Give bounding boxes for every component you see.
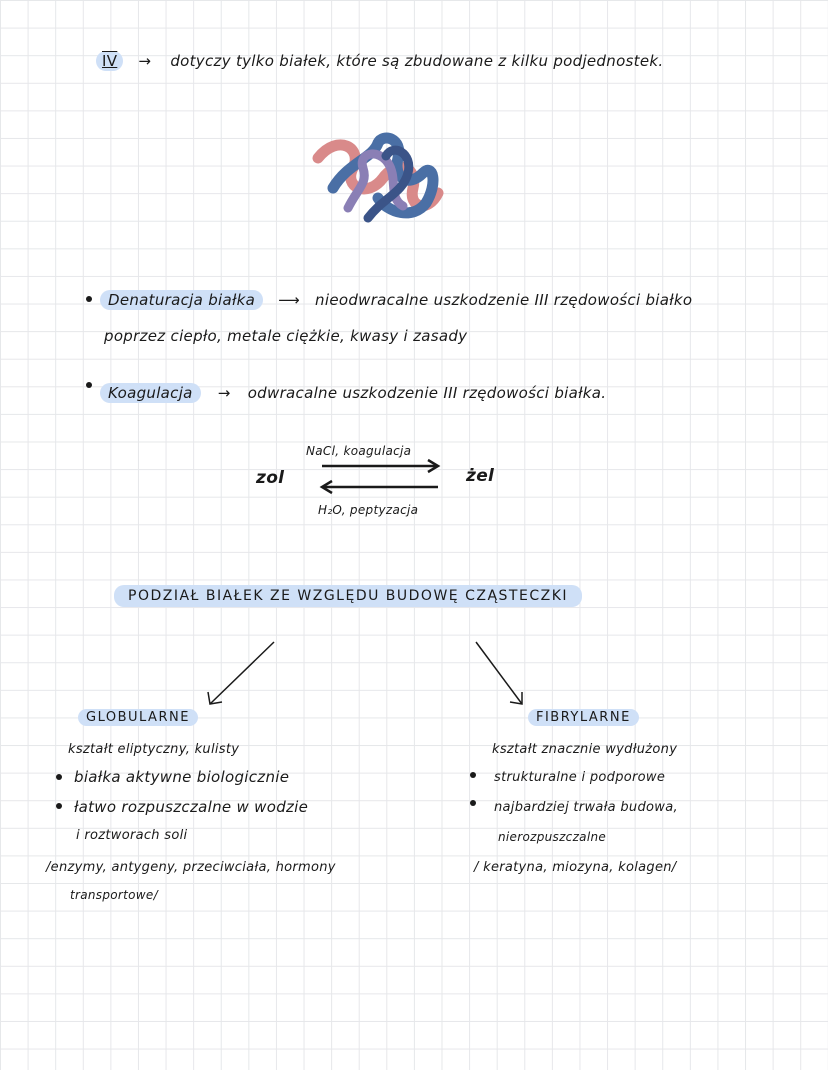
- koagulacja-arrow: →: [217, 384, 231, 402]
- fibrillar-header: [528, 710, 639, 725]
- equilibrium-right: żel: [466, 466, 495, 486]
- division-title-text: PODZIAŁ BIAŁEK ZE WZGLĘDU BUDOWĘ CZĄSTECZKI: [114, 585, 582, 607]
- koagulacja-term: Koagulacja: [100, 383, 201, 403]
- level-iv-line: [96, 52, 663, 70]
- denaturacja-term: Denaturacja białka: [100, 290, 263, 310]
- equilibrium-arrows: [316, 460, 446, 490]
- division-title: [114, 588, 582, 604]
- fibrillar-header-text: FIBRYLARNE: [528, 709, 639, 726]
- denaturacja-line2: poprzez ciepło, metale ciężkie, kwasy i zasady: [104, 327, 468, 345]
- fibrillar-shape: kształt znacznie wydłużony: [492, 742, 678, 757]
- level-iv-text: dotyczy tylko białek, które są zbudowane z kilku podjednostek.: [170, 52, 664, 70]
- globular-shape: kształt eliptyczny, kulisty: [68, 742, 240, 757]
- fibrillar-bullet1-text: strukturalne i podporowe: [494, 770, 666, 785]
- koagulacja-bullet: [86, 382, 92, 388]
- equilibrium-bottom-label: H₂O, peptyzacja: [318, 503, 419, 517]
- arrow-right-line: [476, 642, 522, 704]
- globular-header-text: GLOBULARNE: [78, 709, 198, 726]
- denaturacja-arrow: ⟶: [278, 291, 300, 309]
- globular-bullet2-cont: i roztworach soli: [76, 828, 188, 843]
- denaturacja-text: nieodwracalne uszkodzenie III rzędowości białko: [315, 291, 693, 309]
- fibrillar-bullet2-cont: nierozpuszczalne: [498, 830, 607, 844]
- koagulacja-text: odwracalne uszkodzenie III rzędowości białka.: [247, 384, 607, 402]
- level-iv-roman: IV: [96, 51, 123, 71]
- fibrillar-bullet2-text: najbardziej trwała budowa,: [494, 800, 678, 815]
- level-iv-arrow: →: [138, 52, 152, 70]
- fibrillar-bullet-2: [470, 800, 476, 806]
- equilibrium-left: zol: [256, 468, 285, 488]
- fibrillar-bullet-1: [470, 772, 476, 778]
- globular-bullet1-text: białka aktywne biologicznie: [74, 768, 290, 786]
- globular-examples-1: /enzymy, antygeny, przeciwciała, hormony: [46, 860, 336, 875]
- globular-examples-2: transportowe/: [70, 888, 158, 902]
- denaturacja-bullet: [86, 296, 92, 302]
- denaturacja-line1: [100, 291, 692, 309]
- protein-structure-image: [308, 128, 448, 228]
- arrow-left-line: [210, 642, 274, 704]
- koagulacja-line: [100, 384, 606, 402]
- fibrillar-examples: / keratyna, miozyna, kolagen/: [474, 860, 677, 875]
- equilibrium-top-label: NaCl, koagulacja: [306, 444, 412, 458]
- globular-header: [78, 710, 198, 725]
- branch-arrows: [200, 640, 540, 710]
- globular-bullet-2: [56, 803, 62, 809]
- globular-bullet-1: [56, 774, 62, 780]
- globular-bullet2-text: łatwo rozpuszczalne w wodzie: [74, 798, 309, 816]
